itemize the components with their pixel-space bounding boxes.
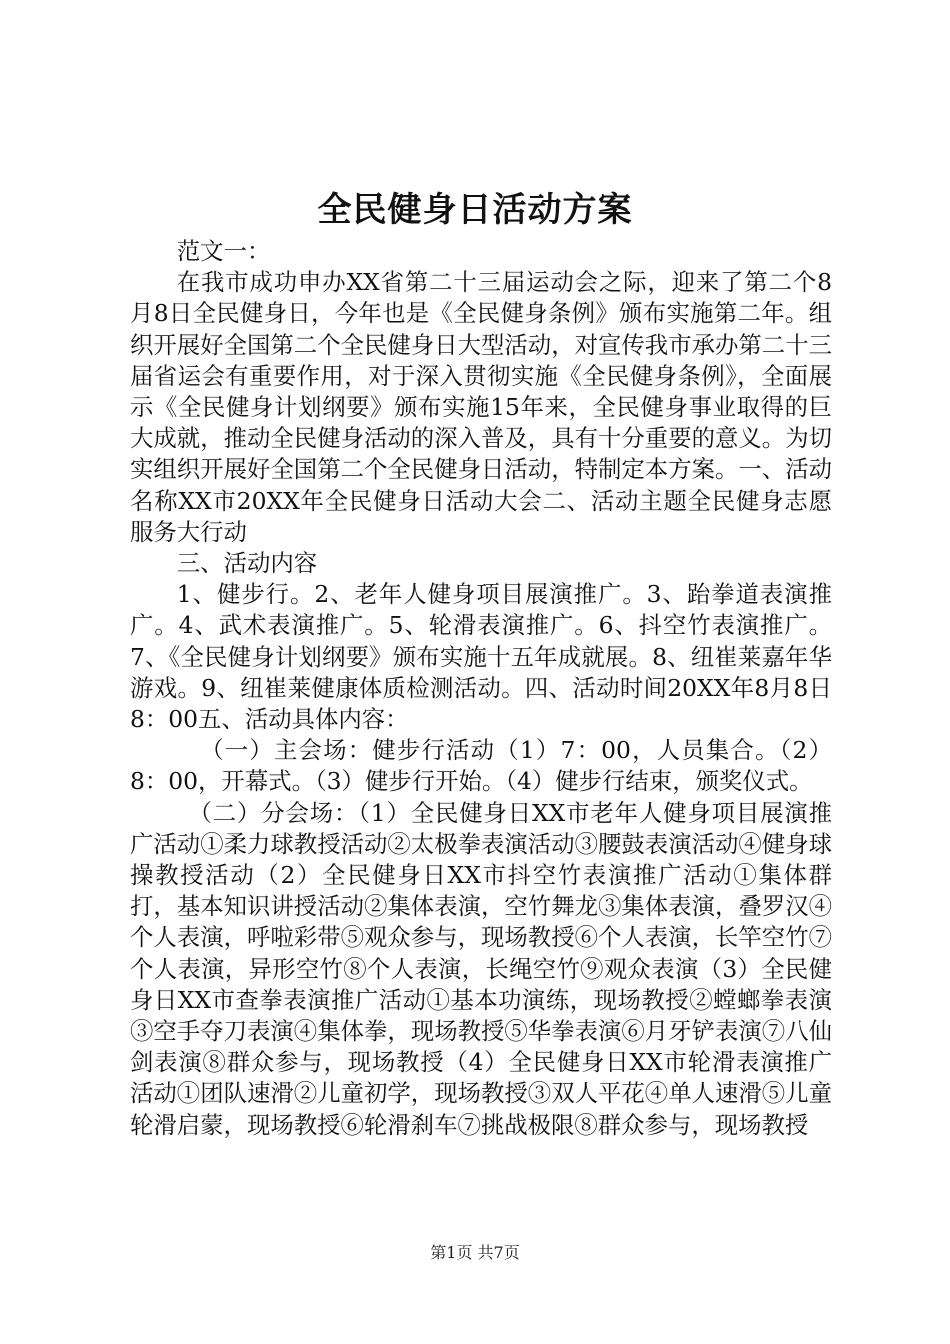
document-body [130,236,832,1141]
section-heading: 三、活动内容 [176,549,318,578]
page-footer: 第1页 共7页 [430,1243,520,1262]
paragraph-activity-list: 1、健步行。2、老年人健身项目展演推广。3、跆拳道表演推广。4、武术表演推广。5、轮滑表演推广。6、抖空竹表演推广。7、《全民健身计划纲要》颁布实施十五年成就展。8、纽崔莱嘉年华游戏。9、纽崔莱健康体质检测活动。四、活动时间20XX年8月8日8：00五、活动具体内容： [130,580,832,734]
paragraph-main-venue: （一）主会场：健步行活动（1）7：00，人员集合。（2）8：00，开幕式。（3）健步行开始。（4）健步行结束，颁奖仪式。 [130,736,832,796]
paragraph-intro: 在我市成功申办XX省第二十三届运动会之际，迎来了第二个8月8日全民健身日，今年也是《全民健身条例》颁布实施第二年。组织开展好全国第二个全民健身日大型活动，对宣传我市承办第二十三届省运会有重要作用，对于深入贯彻实施《全民健身条例》，全面展示《全民健身计划纲要》颁布实施15年来，全民健身事业取得的巨大成就，推动全民健身活动的深入普及，具有十分重要的意义。为切实组织开展好全国第二个全民健身日活动，特制定本方案。一、活动名称XX市20XX年全民健身日活动大会二、活动主题全民健身志愿服务大行动 [130,268,832,546]
document-title: 全民健身日活动方案 [317,190,633,230]
section-label: 范文一： [176,237,271,265]
paragraph-sub-venue: （二）分会场：（1）全民健身日XX市老年人健身项目展演推广活动①柔力球教授活动②太极拳表演活动③腰鼓表演活动④健身球操教授活动（2）全民健身日XX市抖空竹表演推广活动①集体群打，基本知识讲授活动②集体表演，空竹舞龙③集体表演，叠罗汉④个人表演，呼啦彩带⑤观众参与，现场教授⑥个人表演，长竿空竹⑦个人表演，异形空竹⑧个人表演，长绳空竹⑨观众表演（3）全民健身日XX市查拳表演推广活动①基本功演练，现场教授②螳螂拳表演③空手夺刀表演④集体拳，现场教授⑤华拳表演⑥月牙铲表演⑦八仙剑表演⑧群众参与，现场教授（4）全民健身日XX市轮滑表演推广活动①团队速滑②儿童初学，现场教授③双人平花④单人速滑⑤儿童轮滑启蒙，现场教授⑥轮滑刹车⑦挑战极限⑧群众参与，现场教授 [130,798,832,1139]
